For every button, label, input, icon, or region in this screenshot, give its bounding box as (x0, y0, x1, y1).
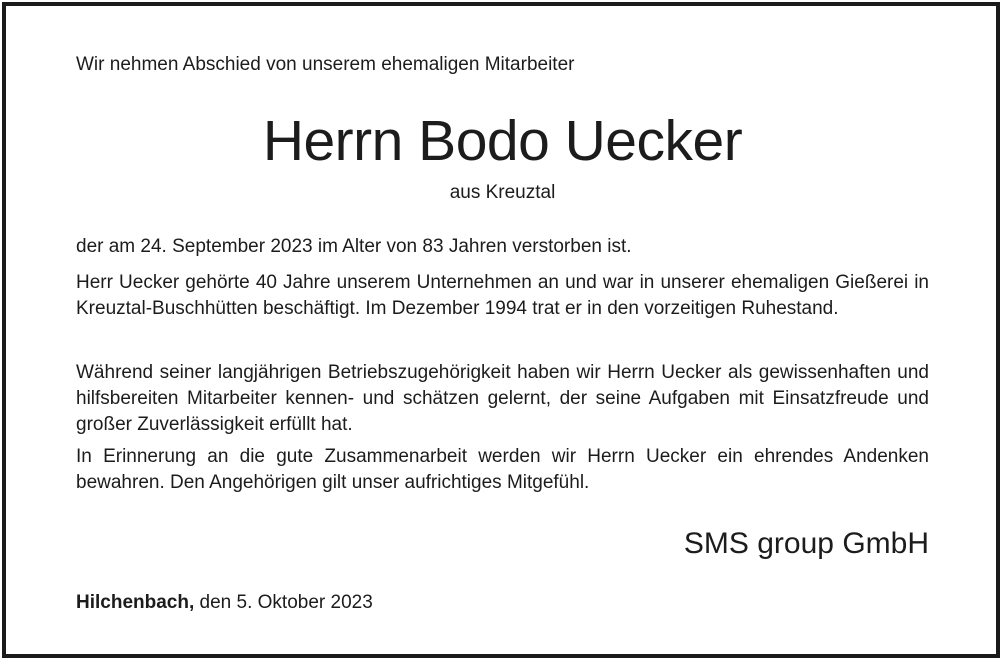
obituary-notice (2, 2, 1000, 658)
paragraph-employment: Herr Uecker gehörte 40 Jahre unserem Unternehmen an und war in unserer ehemaligen Gießerei in Kreuztal-Buschhütten beschäftigt. Im Dezember 1994 trat er in den vorzeitigen Ruhestand. (76, 272, 929, 319)
paragraph-appreciation: Während seiner langjährigen Betriebszugehörigkeit haben wir Herrn Uecker als gewissenhaften und hilfsbereiten Mitarbeiter kennen- und schätzen gelernt, der seine Aufgaben mit Einsatzfreude und großer Zuverlässigkeit erfüllt hat. (76, 362, 929, 435)
intro-line: Wir nehmen Abschied von unserem ehemaligen Mitarbeiter (76, 54, 575, 75)
company-signature: SMS group GmbH (683, 527, 929, 560)
origin-line: aus Kreuztal (449, 182, 556, 203)
place-date-line (76, 592, 373, 614)
deceased-name: Herrn Bodo Uecker (262, 109, 743, 173)
date: den 5. Oktober 2023 (199, 592, 373, 613)
paragraph-death-date: der am 24. September 2023 im Alter von 83 Jahren verstorben ist. (76, 236, 632, 257)
place: Hilchenbach, (76, 592, 195, 613)
paragraph-remembrance: In Erinnerung an die gute Zusammenarbeit werden wir Herrn Uecker ein ehrendes Andenken bewahren. Den Angehörigen gilt unser aufrichtiges Mitgefühl. (76, 446, 929, 493)
